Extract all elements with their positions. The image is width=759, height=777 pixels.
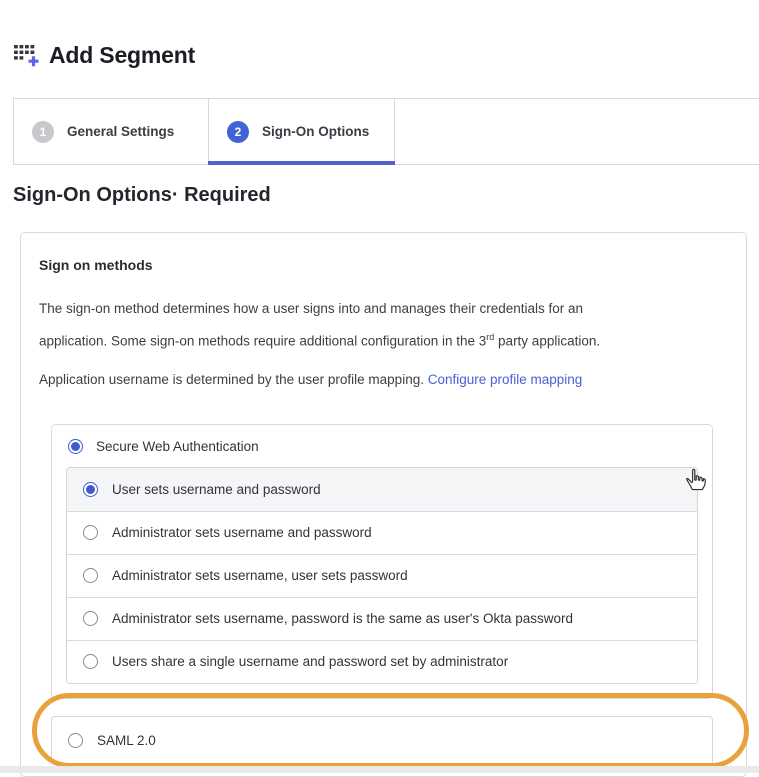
swa-group-box [51,424,713,699]
description-superscript: rd [486,332,495,342]
radio-button-option-3[interactable] [83,568,98,583]
radio-admin-username-user-password[interactable] [67,554,697,597]
radio-user-sets-username-password[interactable] [67,468,697,511]
description-line-2: application. Some sign-on methods require additional configuration in the 3 [39,333,487,349]
radio-shared-username-password[interactable] [67,640,697,683]
mapping-static-text: Application username is determined by the user profile mapping. [39,371,428,387]
radio-admin-username-okta-password[interactable] [67,597,697,640]
option-3-label: Administrator sets username, user sets password [112,568,408,583]
page-header [13,42,195,69]
swa-options-list [66,467,698,684]
radio-saml-2-0[interactable] [51,716,713,765]
description-line-2-end: party application. [494,333,601,349]
tab-general-settings[interactable] [14,99,209,164]
profile-mapping-text [39,366,728,394]
page-title: Add Segment [49,42,196,68]
radio-button-swa[interactable] [68,439,83,454]
radio-button-option-4[interactable] [83,611,98,626]
page-bottom-strip [0,766,759,773]
option-5-label: Users share a single username and password set by administrator [112,654,509,669]
sign-on-description [39,295,728,356]
tab-sign-on-options[interactable] [209,99,395,164]
wizard-tab-bar [13,98,759,165]
saml-label: SAML 2.0 [97,732,156,748]
step-1-badge: 1 [32,121,54,143]
sign-on-methods-subheading: Sign on methods [39,257,153,273]
radio-button-option-2[interactable] [83,525,98,540]
radio-button-option-1[interactable] [83,482,98,497]
active-tab-underline [208,161,395,165]
configure-profile-mapping-link[interactable]: Configure profile mapping [427,371,583,387]
tab-sign-on-options-label: Sign-On Options [262,124,370,139]
option-1-label: User sets username and password [112,481,321,497]
sign-on-options-card [20,232,747,777]
description-line-1: The sign-on method determines how a user signs into and manages their credentials for an [39,301,584,316]
option-4-label: Administrator sets username, password is the same as user's Okta password [112,611,574,626]
radio-admin-sets-username-password[interactable] [67,511,697,554]
radio-secure-web-authentication[interactable] [52,425,712,467]
radio-button-saml[interactable] [68,733,83,748]
step-2-badge: 2 [227,121,249,143]
swa-label: Secure Web Authentication [96,438,259,454]
tab-general-settings-label: General Settings [67,124,175,139]
option-2-label: Administrator sets username and password [112,525,372,540]
radio-button-option-5[interactable] [83,654,98,669]
segment-add-icon [13,43,40,68]
section-heading: Sign-On Options· Required [13,184,271,206]
